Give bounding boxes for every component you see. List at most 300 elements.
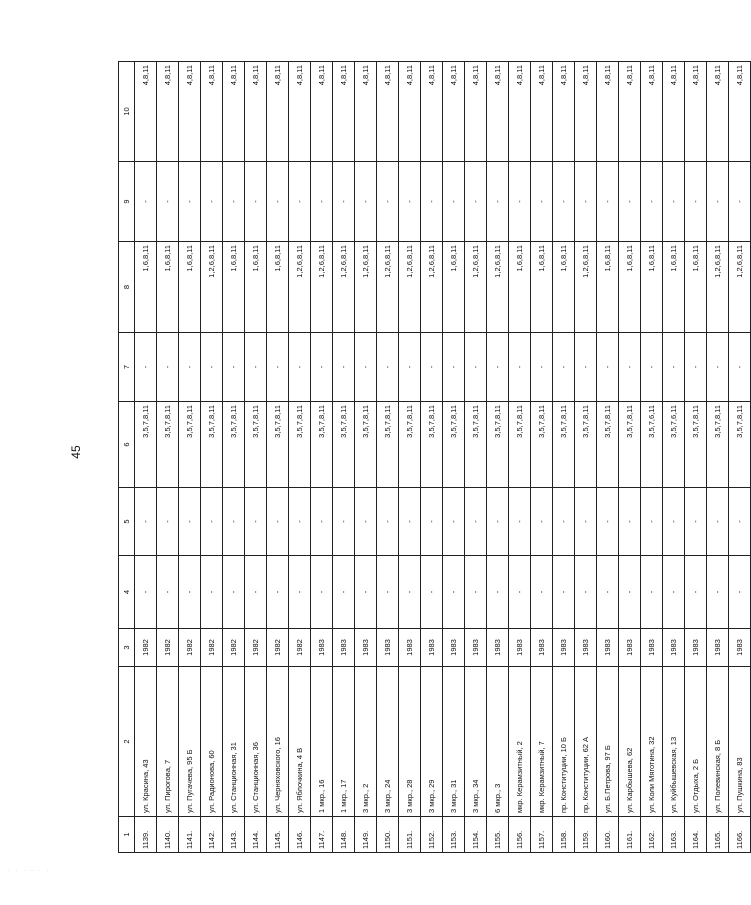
cell-col-4: - bbox=[509, 556, 531, 629]
cell-col-9: - bbox=[135, 162, 157, 242]
cell-year: 1983 bbox=[641, 629, 663, 667]
cell-col-5: - bbox=[157, 488, 179, 556]
cell-col-4: - bbox=[531, 556, 553, 629]
cell-col-4: - bbox=[421, 556, 443, 629]
cell-col-6: 3,5,7,6,11 bbox=[641, 402, 663, 488]
cell-col-9: - bbox=[245, 162, 267, 242]
cell-col-5: - bbox=[597, 488, 619, 556]
table-row bbox=[377, 62, 399, 853]
column-header-3: 3 bbox=[119, 629, 135, 667]
cell-address: мкр. Керамзитный, 7 bbox=[531, 667, 553, 817]
cell-year: 1982 bbox=[179, 629, 201, 667]
column-header-9: 9 bbox=[119, 162, 135, 242]
cell-row-number: 1159. bbox=[575, 817, 597, 853]
cell-col-7: - bbox=[201, 333, 223, 402]
table-row bbox=[201, 62, 223, 853]
cell-year: 1983 bbox=[465, 629, 487, 667]
cell-year: 1983 bbox=[311, 629, 333, 667]
cell-col-6: 3,5,7,8,11 bbox=[597, 402, 619, 488]
cell-row-number: 1166. bbox=[729, 817, 751, 853]
cell-col-8: 1,6,8,11 bbox=[641, 242, 663, 333]
table-row bbox=[509, 62, 531, 853]
cell-col-5: - bbox=[641, 488, 663, 556]
column-header-7: 7 bbox=[119, 333, 135, 402]
cell-year: 1982 bbox=[135, 629, 157, 667]
cell-col-8: 1,2,6,8,11 bbox=[421, 242, 443, 333]
cell-col-4: - bbox=[553, 556, 575, 629]
cell-col-10: 4,8,11 bbox=[421, 62, 443, 162]
cell-col-9: - bbox=[729, 162, 751, 242]
cell-row-number: 1157. bbox=[531, 817, 553, 853]
cell-col-6: 3,5,7,8,11 bbox=[267, 402, 289, 488]
cell-col-7: - bbox=[179, 333, 201, 402]
cell-col-8: 1,6,8,11 bbox=[531, 242, 553, 333]
cell-col-4: - bbox=[267, 556, 289, 629]
cell-year: 1982 bbox=[267, 629, 289, 667]
cell-col-6: 3,5,7,8,11 bbox=[729, 402, 751, 488]
column-header-8: 8 bbox=[119, 242, 135, 333]
cell-year: 1983 bbox=[355, 629, 377, 667]
cell-col-7: - bbox=[311, 333, 333, 402]
cell-col-5: - bbox=[135, 488, 157, 556]
cell-col-9: - bbox=[443, 162, 465, 242]
cell-address: ул. Радионова, 60 bbox=[201, 667, 223, 817]
cell-year: 1982 bbox=[223, 629, 245, 667]
cell-year: 1982 bbox=[289, 629, 311, 667]
cell-col-9: - bbox=[157, 162, 179, 242]
cell-row-number: 1152. bbox=[421, 817, 443, 853]
cell-col-4: - bbox=[443, 556, 465, 629]
cell-col-5: - bbox=[575, 488, 597, 556]
cell-col-4: - bbox=[487, 556, 509, 629]
cell-col-10: 4,8,11 bbox=[663, 62, 685, 162]
cell-col-10: 4,8,11 bbox=[289, 62, 311, 162]
cell-address: ул. Пушкина, 83 bbox=[729, 667, 751, 817]
cell-col-9: - bbox=[399, 162, 421, 242]
cell-col-5: - bbox=[487, 488, 509, 556]
cell-row-number: 1141. bbox=[179, 817, 201, 853]
cell-col-4: - bbox=[399, 556, 421, 629]
cell-col-6: 3,5,7,8,11 bbox=[685, 402, 707, 488]
cell-year: 1983 bbox=[553, 629, 575, 667]
cell-col-10: 4,8,11 bbox=[157, 62, 179, 162]
cell-col-4: - bbox=[465, 556, 487, 629]
cell-row-number: 1158. bbox=[553, 817, 575, 853]
cell-col-4: - bbox=[619, 556, 641, 629]
cell-col-5: - bbox=[201, 488, 223, 556]
cell-address: ул. Куйбышевская, 13 bbox=[663, 667, 685, 817]
cell-row-number: 1139. bbox=[135, 817, 157, 853]
cell-col-9: - bbox=[421, 162, 443, 242]
cell-col-4: - bbox=[223, 556, 245, 629]
cell-address: пр. Конституции, 62 А bbox=[575, 667, 597, 817]
cell-col-5: - bbox=[619, 488, 641, 556]
cell-col-8: 1,2,6,8,11 bbox=[729, 242, 751, 333]
cell-col-4: - bbox=[641, 556, 663, 629]
cell-col-5: - bbox=[333, 488, 355, 556]
cell-col-6: 3,5,7,8,11 bbox=[377, 402, 399, 488]
cell-col-10: 4,8,11 bbox=[487, 62, 509, 162]
cell-address: ул. Отдыха, 2 Б bbox=[685, 667, 707, 817]
cell-col-9: - bbox=[223, 162, 245, 242]
cell-col-7: - bbox=[267, 333, 289, 402]
cell-col-7: - bbox=[465, 333, 487, 402]
cell-col-4: - bbox=[289, 556, 311, 629]
cell-year: 1983 bbox=[575, 629, 597, 667]
cell-year: 1983 bbox=[487, 629, 509, 667]
cell-col-9: - bbox=[531, 162, 553, 242]
cell-col-7: - bbox=[377, 333, 399, 402]
cell-address: ул. Пирогова, 7 bbox=[157, 667, 179, 817]
table-row bbox=[443, 62, 465, 853]
cell-row-number: 1145. bbox=[267, 817, 289, 853]
cell-address: пр. Конституции, 10 Б bbox=[553, 667, 575, 817]
cell-address: ул. Яблочкина, 4 В bbox=[289, 667, 311, 817]
cell-address: 3 мкр., 31 bbox=[443, 667, 465, 817]
cell-col-7: - bbox=[135, 333, 157, 402]
cell-col-7: - bbox=[663, 333, 685, 402]
cell-col-8: 1,2,6,8,11 bbox=[201, 242, 223, 333]
cell-col-7: - bbox=[399, 333, 421, 402]
table-row bbox=[333, 62, 355, 853]
table-row bbox=[575, 62, 597, 853]
table-row bbox=[135, 62, 157, 853]
cell-col-4: - bbox=[707, 556, 729, 629]
cell-col-7: - bbox=[487, 333, 509, 402]
cell-col-5: - bbox=[729, 488, 751, 556]
table-row bbox=[707, 62, 729, 853]
table-row bbox=[685, 62, 707, 853]
cell-col-9: - bbox=[333, 162, 355, 242]
cell-row-number: 1143. bbox=[223, 817, 245, 853]
cell-col-9: - bbox=[685, 162, 707, 242]
cell-row-number: 1150. bbox=[377, 817, 399, 853]
cell-col-4: - bbox=[201, 556, 223, 629]
cell-col-5: - bbox=[399, 488, 421, 556]
cell-address: 1 мкр., 17 bbox=[333, 667, 355, 817]
table-row bbox=[729, 62, 751, 853]
cell-address: ул. Полевинская, 8 Б bbox=[707, 667, 729, 817]
cell-col-7: - bbox=[597, 333, 619, 402]
cell-address: ул. Пугачева, 95 Б bbox=[179, 667, 201, 817]
cell-col-8: 1,6,8,11 bbox=[619, 242, 641, 333]
cell-col-7: - bbox=[421, 333, 443, 402]
cell-col-9: - bbox=[289, 162, 311, 242]
table-row bbox=[619, 62, 641, 853]
table-row bbox=[267, 62, 289, 853]
cell-col-4: - bbox=[179, 556, 201, 629]
cell-row-number: 1153. bbox=[443, 817, 465, 853]
table-row bbox=[641, 62, 663, 853]
cell-row-number: 1163. bbox=[663, 817, 685, 853]
cell-col-7: - bbox=[333, 333, 355, 402]
cell-col-9: - bbox=[663, 162, 685, 242]
cell-col-7: - bbox=[289, 333, 311, 402]
table-row bbox=[245, 62, 267, 853]
cell-col-10: 4,8,11 bbox=[597, 62, 619, 162]
cell-row-number: 1149. bbox=[355, 817, 377, 853]
cell-col-6: 3,5,7,6,11 bbox=[663, 402, 685, 488]
table-row bbox=[663, 62, 685, 853]
cell-col-8: 1,6,8,11 bbox=[267, 242, 289, 333]
table-row bbox=[487, 62, 509, 853]
cell-col-10: 4,8,11 bbox=[201, 62, 223, 162]
cell-col-5: - bbox=[421, 488, 443, 556]
cell-col-7: - bbox=[157, 333, 179, 402]
cell-row-number: 1162. bbox=[641, 817, 663, 853]
cell-col-10: 4,8,11 bbox=[223, 62, 245, 162]
cell-col-4: - bbox=[311, 556, 333, 629]
table-row bbox=[531, 62, 553, 853]
cell-col-4: - bbox=[333, 556, 355, 629]
cell-col-6: 3,5,7,8,11 bbox=[443, 402, 465, 488]
table-row bbox=[179, 62, 201, 853]
cell-col-6: 3,5,7,8,11 bbox=[465, 402, 487, 488]
cell-col-9: - bbox=[311, 162, 333, 242]
cell-col-7: - bbox=[223, 333, 245, 402]
cell-row-number: 1146. bbox=[289, 817, 311, 853]
cell-address: 6 мкр., 3 bbox=[487, 667, 509, 817]
cell-row-number: 1161. bbox=[619, 817, 641, 853]
cell-row-number: 1151. bbox=[399, 817, 421, 853]
cell-address: ул. Карбышева, 62 bbox=[619, 667, 641, 817]
cell-col-7: - bbox=[245, 333, 267, 402]
table-container bbox=[118, 62, 744, 853]
cell-address: ул. Станционная, 36 bbox=[245, 667, 267, 817]
cell-col-4: - bbox=[685, 556, 707, 629]
cell-col-7: - bbox=[729, 333, 751, 402]
cell-col-9: - bbox=[355, 162, 377, 242]
cell-row-number: 1147. bbox=[311, 817, 333, 853]
cell-col-6: 3,5,7,8,11 bbox=[553, 402, 575, 488]
header-row bbox=[119, 62, 135, 853]
cell-col-4: - bbox=[663, 556, 685, 629]
cell-col-8: 1,2,6,8,11 bbox=[707, 242, 729, 333]
cell-col-4: - bbox=[575, 556, 597, 629]
cell-col-8: 1,6,8,11 bbox=[223, 242, 245, 333]
table-row bbox=[311, 62, 333, 853]
cell-col-9: - bbox=[619, 162, 641, 242]
cell-col-9: - bbox=[707, 162, 729, 242]
column-header-10: 10 bbox=[119, 62, 135, 162]
cell-year: 1983 bbox=[421, 629, 443, 667]
cell-col-6: 3,5,7,8,11 bbox=[333, 402, 355, 488]
cell-year: 1983 bbox=[685, 629, 707, 667]
data-table bbox=[118, 61, 751, 853]
cell-year: 1982 bbox=[201, 629, 223, 667]
cell-col-6: 3,5,7,8,11 bbox=[289, 402, 311, 488]
cell-col-8: 1,2,6,8,11 bbox=[399, 242, 421, 333]
table-row bbox=[289, 62, 311, 853]
cell-col-6: 3,5,7,8,11 bbox=[223, 402, 245, 488]
cell-year: 1982 bbox=[157, 629, 179, 667]
cell-row-number: 1160. bbox=[597, 817, 619, 853]
cell-year: 1983 bbox=[333, 629, 355, 667]
table-row bbox=[157, 62, 179, 853]
cell-col-8: 1,6,8,11 bbox=[685, 242, 707, 333]
cell-col-7: - bbox=[509, 333, 531, 402]
cell-col-9: - bbox=[465, 162, 487, 242]
cell-address: мкр. Керамзитный, 2 bbox=[509, 667, 531, 817]
cell-col-8: 1,6,8,11 bbox=[245, 242, 267, 333]
cell-col-9: - bbox=[179, 162, 201, 242]
cell-col-5: - bbox=[531, 488, 553, 556]
cell-col-6: 3,5,7,8,11 bbox=[575, 402, 597, 488]
cell-year: 1983 bbox=[531, 629, 553, 667]
cell-col-10: 4,8,11 bbox=[729, 62, 751, 162]
cell-col-4: - bbox=[135, 556, 157, 629]
cell-col-10: 4,8,11 bbox=[685, 62, 707, 162]
cell-col-4: - bbox=[245, 556, 267, 629]
table-row bbox=[399, 62, 421, 853]
cell-col-4: - bbox=[729, 556, 751, 629]
cell-col-10: 4,8,11 bbox=[465, 62, 487, 162]
cell-col-5: - bbox=[267, 488, 289, 556]
cell-col-9: - bbox=[597, 162, 619, 242]
cell-col-10: 4,8,11 bbox=[707, 62, 729, 162]
cell-col-8: 1,6,8,11 bbox=[509, 242, 531, 333]
cell-col-6: 3,5,7,8,11 bbox=[399, 402, 421, 488]
cell-col-5: - bbox=[355, 488, 377, 556]
cell-col-4: - bbox=[157, 556, 179, 629]
cell-col-6: 3,5,7,8,11 bbox=[531, 402, 553, 488]
cell-col-6: 3,5,7,8,11 bbox=[201, 402, 223, 488]
column-header-1: 1 bbox=[119, 817, 135, 853]
cell-address: ул. Коли Мяготина, 32 bbox=[641, 667, 663, 817]
cell-address: 3 мкр., 34 bbox=[465, 667, 487, 817]
cell-col-8: 1,2,6,8,11 bbox=[465, 242, 487, 333]
cell-year: 1983 bbox=[619, 629, 641, 667]
cell-col-4: - bbox=[377, 556, 399, 629]
cell-year: 1983 bbox=[729, 629, 751, 667]
cell-year: 1983 bbox=[443, 629, 465, 667]
cell-year: 1983 bbox=[707, 629, 729, 667]
cell-col-8: 1,6,8,11 bbox=[157, 242, 179, 333]
cell-address: ул. Б.Петрова, 97 Б bbox=[597, 667, 619, 817]
cell-col-10: 4,8,11 bbox=[553, 62, 575, 162]
cell-year: 1983 bbox=[597, 629, 619, 667]
cell-col-5: - bbox=[443, 488, 465, 556]
cell-col-9: - bbox=[377, 162, 399, 242]
cell-col-8: 1,6,8,11 bbox=[443, 242, 465, 333]
cell-col-10: 4,8,11 bbox=[179, 62, 201, 162]
cell-col-8: 1,6,8,11 bbox=[553, 242, 575, 333]
cell-col-10: 4,8,11 bbox=[355, 62, 377, 162]
cell-col-7: - bbox=[531, 333, 553, 402]
cell-year: 1983 bbox=[663, 629, 685, 667]
cell-col-5: - bbox=[553, 488, 575, 556]
cell-address: ул. Красина, 43 bbox=[135, 667, 157, 817]
cell-row-number: 1154. bbox=[465, 817, 487, 853]
cell-col-5: - bbox=[465, 488, 487, 556]
cell-row-number: 1165. bbox=[707, 817, 729, 853]
cell-col-5: - bbox=[179, 488, 201, 556]
cell-col-4: - bbox=[597, 556, 619, 629]
cell-col-5: - bbox=[509, 488, 531, 556]
cell-address: 3 мкр., 2 bbox=[355, 667, 377, 817]
column-header-4: 4 bbox=[119, 556, 135, 629]
cell-col-9: - bbox=[509, 162, 531, 242]
cell-col-8: 1,6,8,11 bbox=[663, 242, 685, 333]
cell-year: 1982 bbox=[245, 629, 267, 667]
cell-col-5: - bbox=[311, 488, 333, 556]
cell-col-8: 1,2,6,8,11 bbox=[575, 242, 597, 333]
cell-col-10: 4,8,11 bbox=[311, 62, 333, 162]
cell-col-7: - bbox=[619, 333, 641, 402]
table-row bbox=[421, 62, 443, 853]
table-row bbox=[355, 62, 377, 853]
cell-row-number: 1155. bbox=[487, 817, 509, 853]
cell-col-7: - bbox=[443, 333, 465, 402]
cell-col-6: 3,5,7,8,11 bbox=[707, 402, 729, 488]
cell-address: 1 мкр., 16 bbox=[311, 667, 333, 817]
cell-col-8: 1,2,6,8,11 bbox=[311, 242, 333, 333]
cell-col-6: 3,5,7,8,11 bbox=[421, 402, 443, 488]
table-row bbox=[223, 62, 245, 853]
scan-artifact: · · · · · · bbox=[8, 868, 51, 874]
cell-col-10: 4,8,11 bbox=[333, 62, 355, 162]
cell-address: 3 мкр., 24 bbox=[377, 667, 399, 817]
cell-row-number: 1144. bbox=[245, 817, 267, 853]
cell-row-number: 1148. bbox=[333, 817, 355, 853]
cell-col-10: 4,8,11 bbox=[575, 62, 597, 162]
cell-col-9: - bbox=[553, 162, 575, 242]
cell-address: 3 мкр., 29 bbox=[421, 667, 443, 817]
cell-col-6: 3,5,7,8,11 bbox=[135, 402, 157, 488]
cell-col-6: 3,5,7,8,11 bbox=[619, 402, 641, 488]
table-body bbox=[135, 62, 751, 853]
cell-col-8: 1,2,6,8,11 bbox=[333, 242, 355, 333]
cell-col-6: 3,5,7,8,11 bbox=[311, 402, 333, 488]
cell-col-9: - bbox=[267, 162, 289, 242]
cell-col-10: 4,8,11 bbox=[245, 62, 267, 162]
cell-col-10: 4,8,11 bbox=[135, 62, 157, 162]
cell-col-5: - bbox=[223, 488, 245, 556]
cell-address: ул. Станционная, 31 bbox=[223, 667, 245, 817]
column-header-6: 6 bbox=[119, 402, 135, 488]
cell-col-7: - bbox=[707, 333, 729, 402]
cell-col-9: - bbox=[487, 162, 509, 242]
cell-col-10: 4,8,11 bbox=[509, 62, 531, 162]
column-header-5: 5 bbox=[119, 488, 135, 556]
table-row bbox=[465, 62, 487, 853]
cell-year: 1983 bbox=[509, 629, 531, 667]
cell-col-10: 4,8,11 bbox=[377, 62, 399, 162]
cell-col-10: 4,8,11 bbox=[641, 62, 663, 162]
cell-col-5: - bbox=[289, 488, 311, 556]
cell-col-6: 3,5,7,8,11 bbox=[487, 402, 509, 488]
cell-col-6: 3,5,7,8,11 bbox=[179, 402, 201, 488]
cell-col-10: 4,8,11 bbox=[267, 62, 289, 162]
cell-col-10: 4,8,11 bbox=[531, 62, 553, 162]
cell-row-number: 1142. bbox=[201, 817, 223, 853]
cell-col-8: 1,2,6,8,11 bbox=[487, 242, 509, 333]
cell-address: 3 мкр., 28 bbox=[399, 667, 421, 817]
cell-address: ул. Черняховского, 16 bbox=[267, 667, 289, 817]
cell-col-9: - bbox=[201, 162, 223, 242]
page-number: 45 bbox=[69, 445, 83, 459]
cell-col-7: - bbox=[355, 333, 377, 402]
cell-year: 1983 bbox=[399, 629, 421, 667]
cell-col-8: 1,2,6,8,11 bbox=[355, 242, 377, 333]
cell-col-8: 1,6,8,11 bbox=[135, 242, 157, 333]
cell-col-7: - bbox=[641, 333, 663, 402]
cell-col-5: - bbox=[377, 488, 399, 556]
cell-col-7: - bbox=[685, 333, 707, 402]
cell-col-5: - bbox=[663, 488, 685, 556]
cell-col-10: 4,8,11 bbox=[619, 62, 641, 162]
cell-col-6: 3,5,7,8,11 bbox=[157, 402, 179, 488]
